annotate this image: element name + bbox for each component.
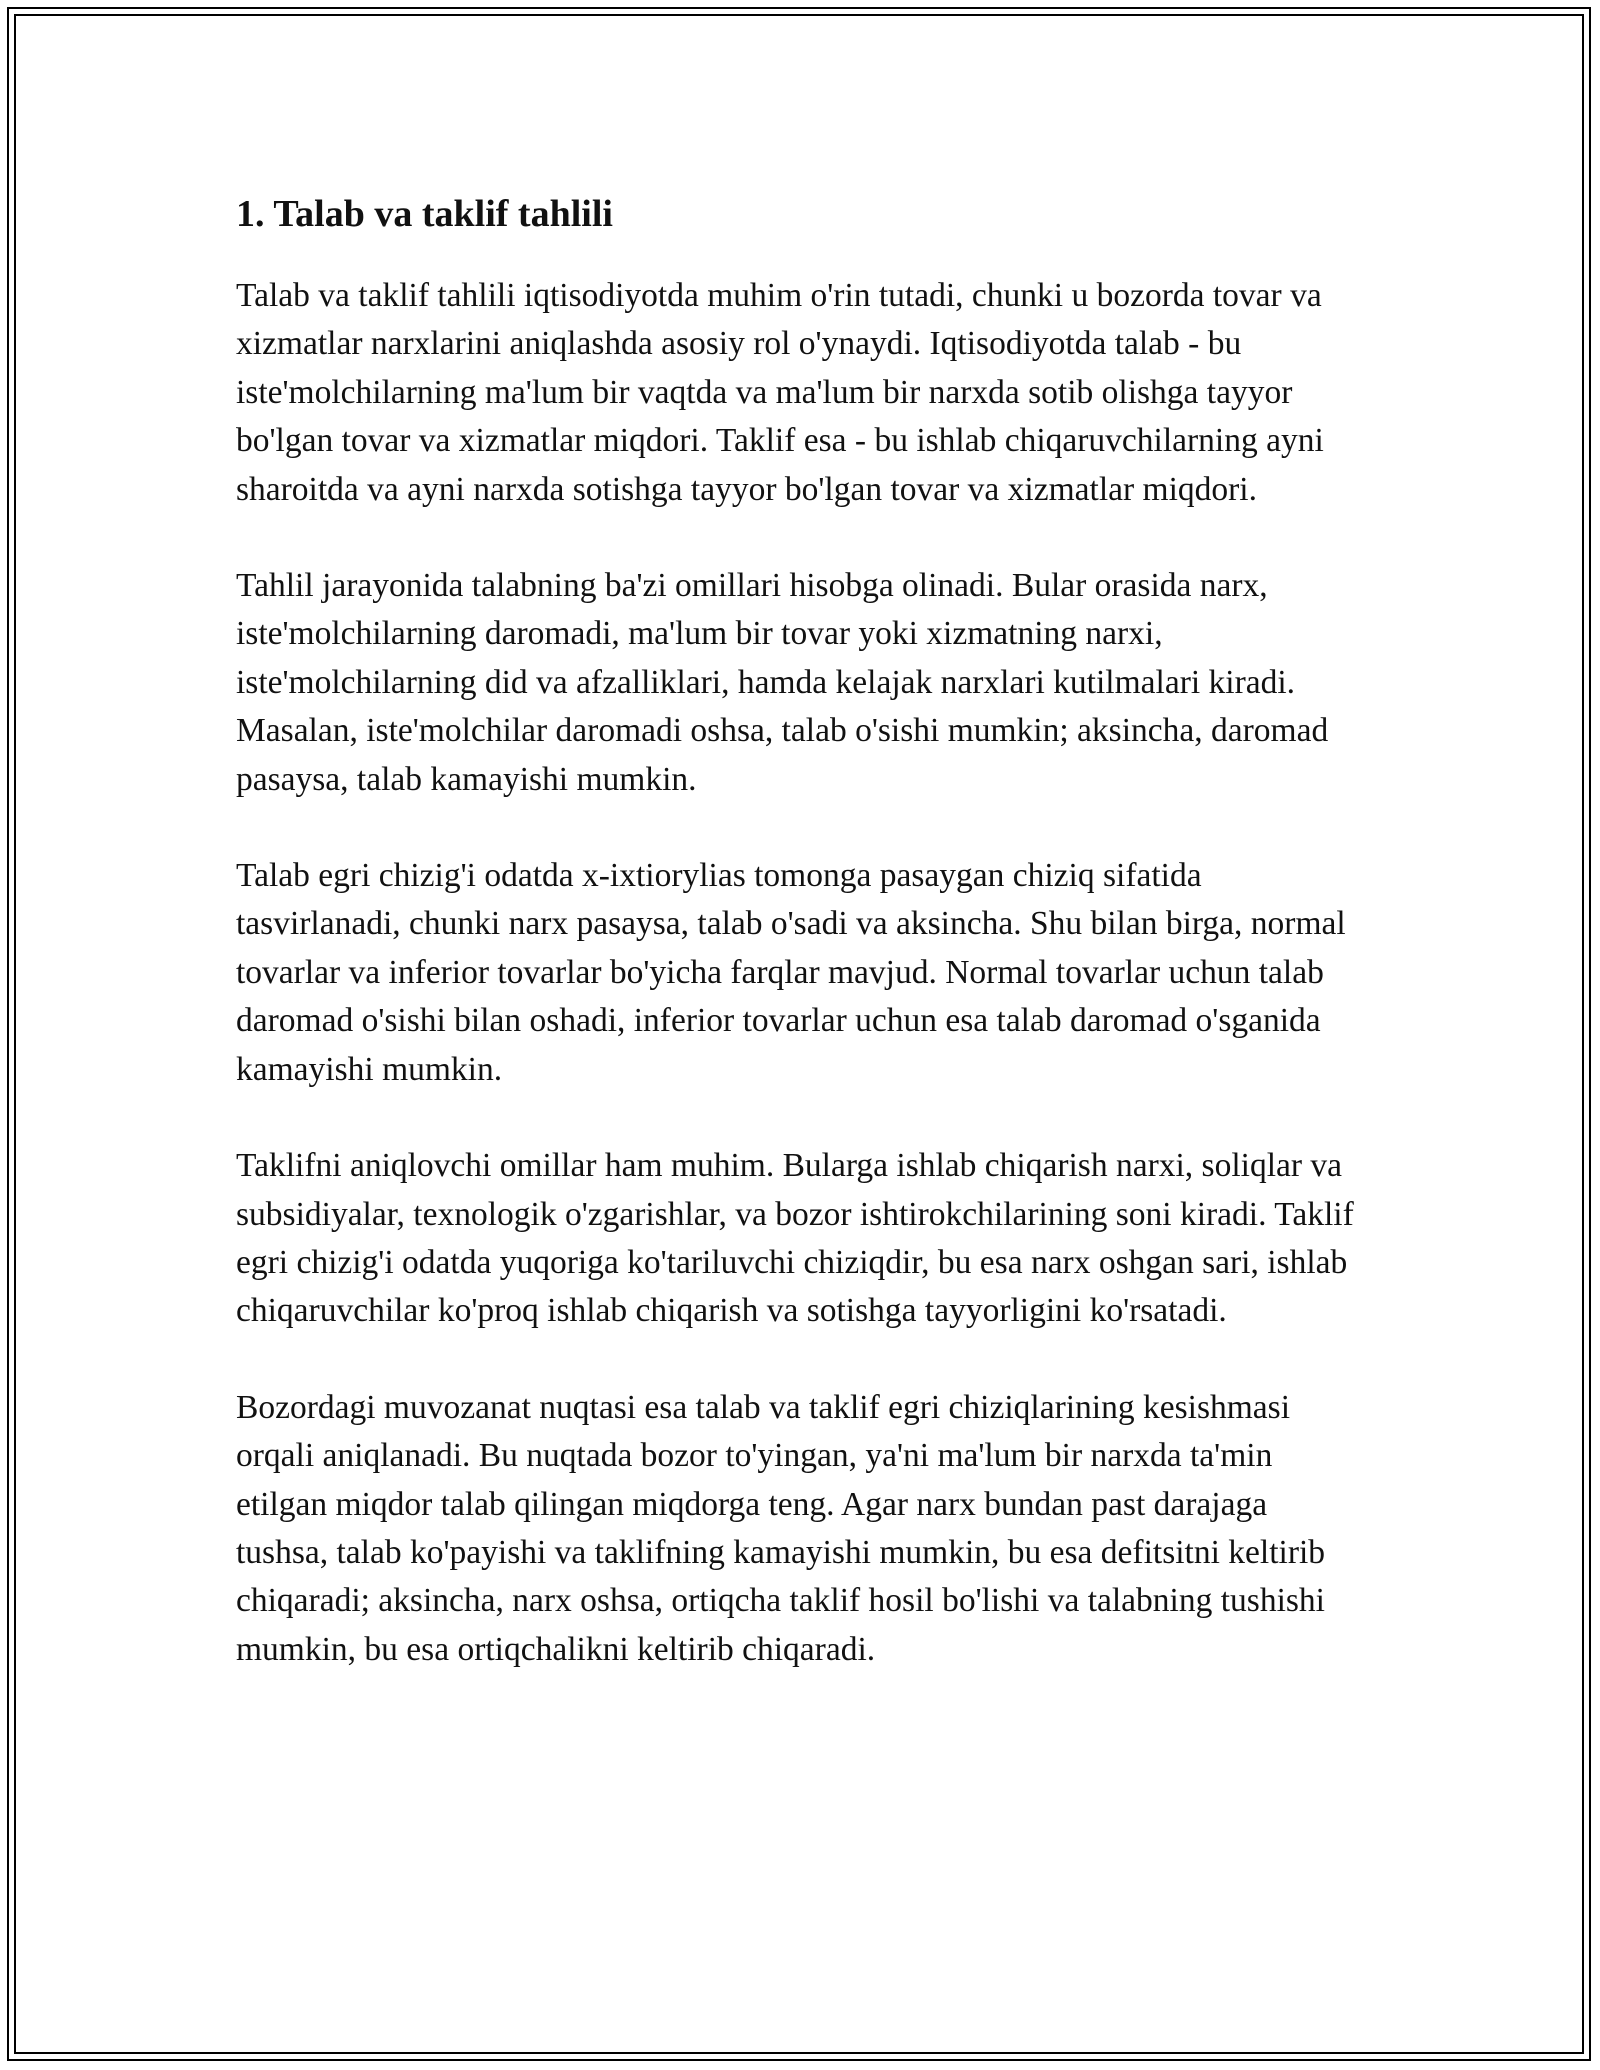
document-title: 1. Talab va taklif tahlili (236, 193, 613, 235)
document-body (236, 186, 1366, 1722)
paragraph-4: Taklifni aniqlovchi omillar ham muhim. Bularga ishlab chiqarish narxi, soliqlar va subsidiyalar, texnologik o'zgarishlar, va bozor ishtirokchilarining soni kiradi. Taklif egri chizig'i odatda yuqoriga ko'tariluvchi chiziqdir, bu esa narx oshgan sari, ishlab chiqaruvchilar ko'proq ishlab chiqarish va sotishga tayyorligini ko'rsatadi. (236, 1147, 1354, 1330)
paragraph-5: Bozordagi muvozanat nuqtasi esa talab va taklif egri chiziqlarining kesishmasi orqali aniqlanadi. Bu nuqtada bozor to'yingan, ya'ni ma'lum bir narxda ta'min etilgan miqdor talab qilingan miqdorga teng. Agar narx bundan past darajaga tushsa, talab ko'payishi va taklifning kamayishi mumkin, bu esa defitsitni keltirib chiqaradi; aksincha, narx oshsa, ortiqcha taklif hosil bo'lishi va talabning tushishi mumkin, bu esa ortiqchalikni keltirib chiqaradi. (236, 1388, 1326, 1668)
paragraph-3: Talab egri chizig'i odatda x-ixtiorylias tomonga pasaygan chiziq sifatida tasvirlanadi, chunki narx pasaysa, talab o'sadi va aksincha. Shu bilan birga, normal tovarlar va inferior tovarlar bo'yicha farqlar mavjud. Normal tovarlar uchun talab daromad o'sishi bilan oshadi, inferior tovarlar uchun esa talab daromad o'sganida kamayishi mumkin. (236, 857, 1346, 1088)
paragraph-2: Tahlil jarayonida talabning ba'zi omillari hisobga olinadi. Bular orasida narx, iste'molchilarning daromadi, ma'lum bir tovar yoki xizmatning narxi, iste'molchilarning did va afzalliklari, hamda kelajak narxlari kutilmalari kiradi. Masalan, iste'molchilar daromadi oshsa, talab o'sishi mumkin; aksincha, daromad pasaysa, talab kamayishi mumkin. (236, 567, 1329, 798)
paragraph-1: Talab va taklif tahlili iqtisodiyotda muhim o'rin tutadi, chunki u bozorda tovar va xizmatlar narxlarini aniqlashda asosiy rol o'ynaydi. Iqtisodiyotda talab - bu iste'molchilarning ma'lum bir vaqtda va ma'lum bir narxda sotib olishga tayyor bo'lgan tovar va xizmatlar miqdori. Taklif esa - bu ishlab chiqaruvchilarning ayni sharoitda va ayni narxda sotishga tayyor bo'lgan tovar va xizmatlar miqdori. (236, 277, 1324, 508)
